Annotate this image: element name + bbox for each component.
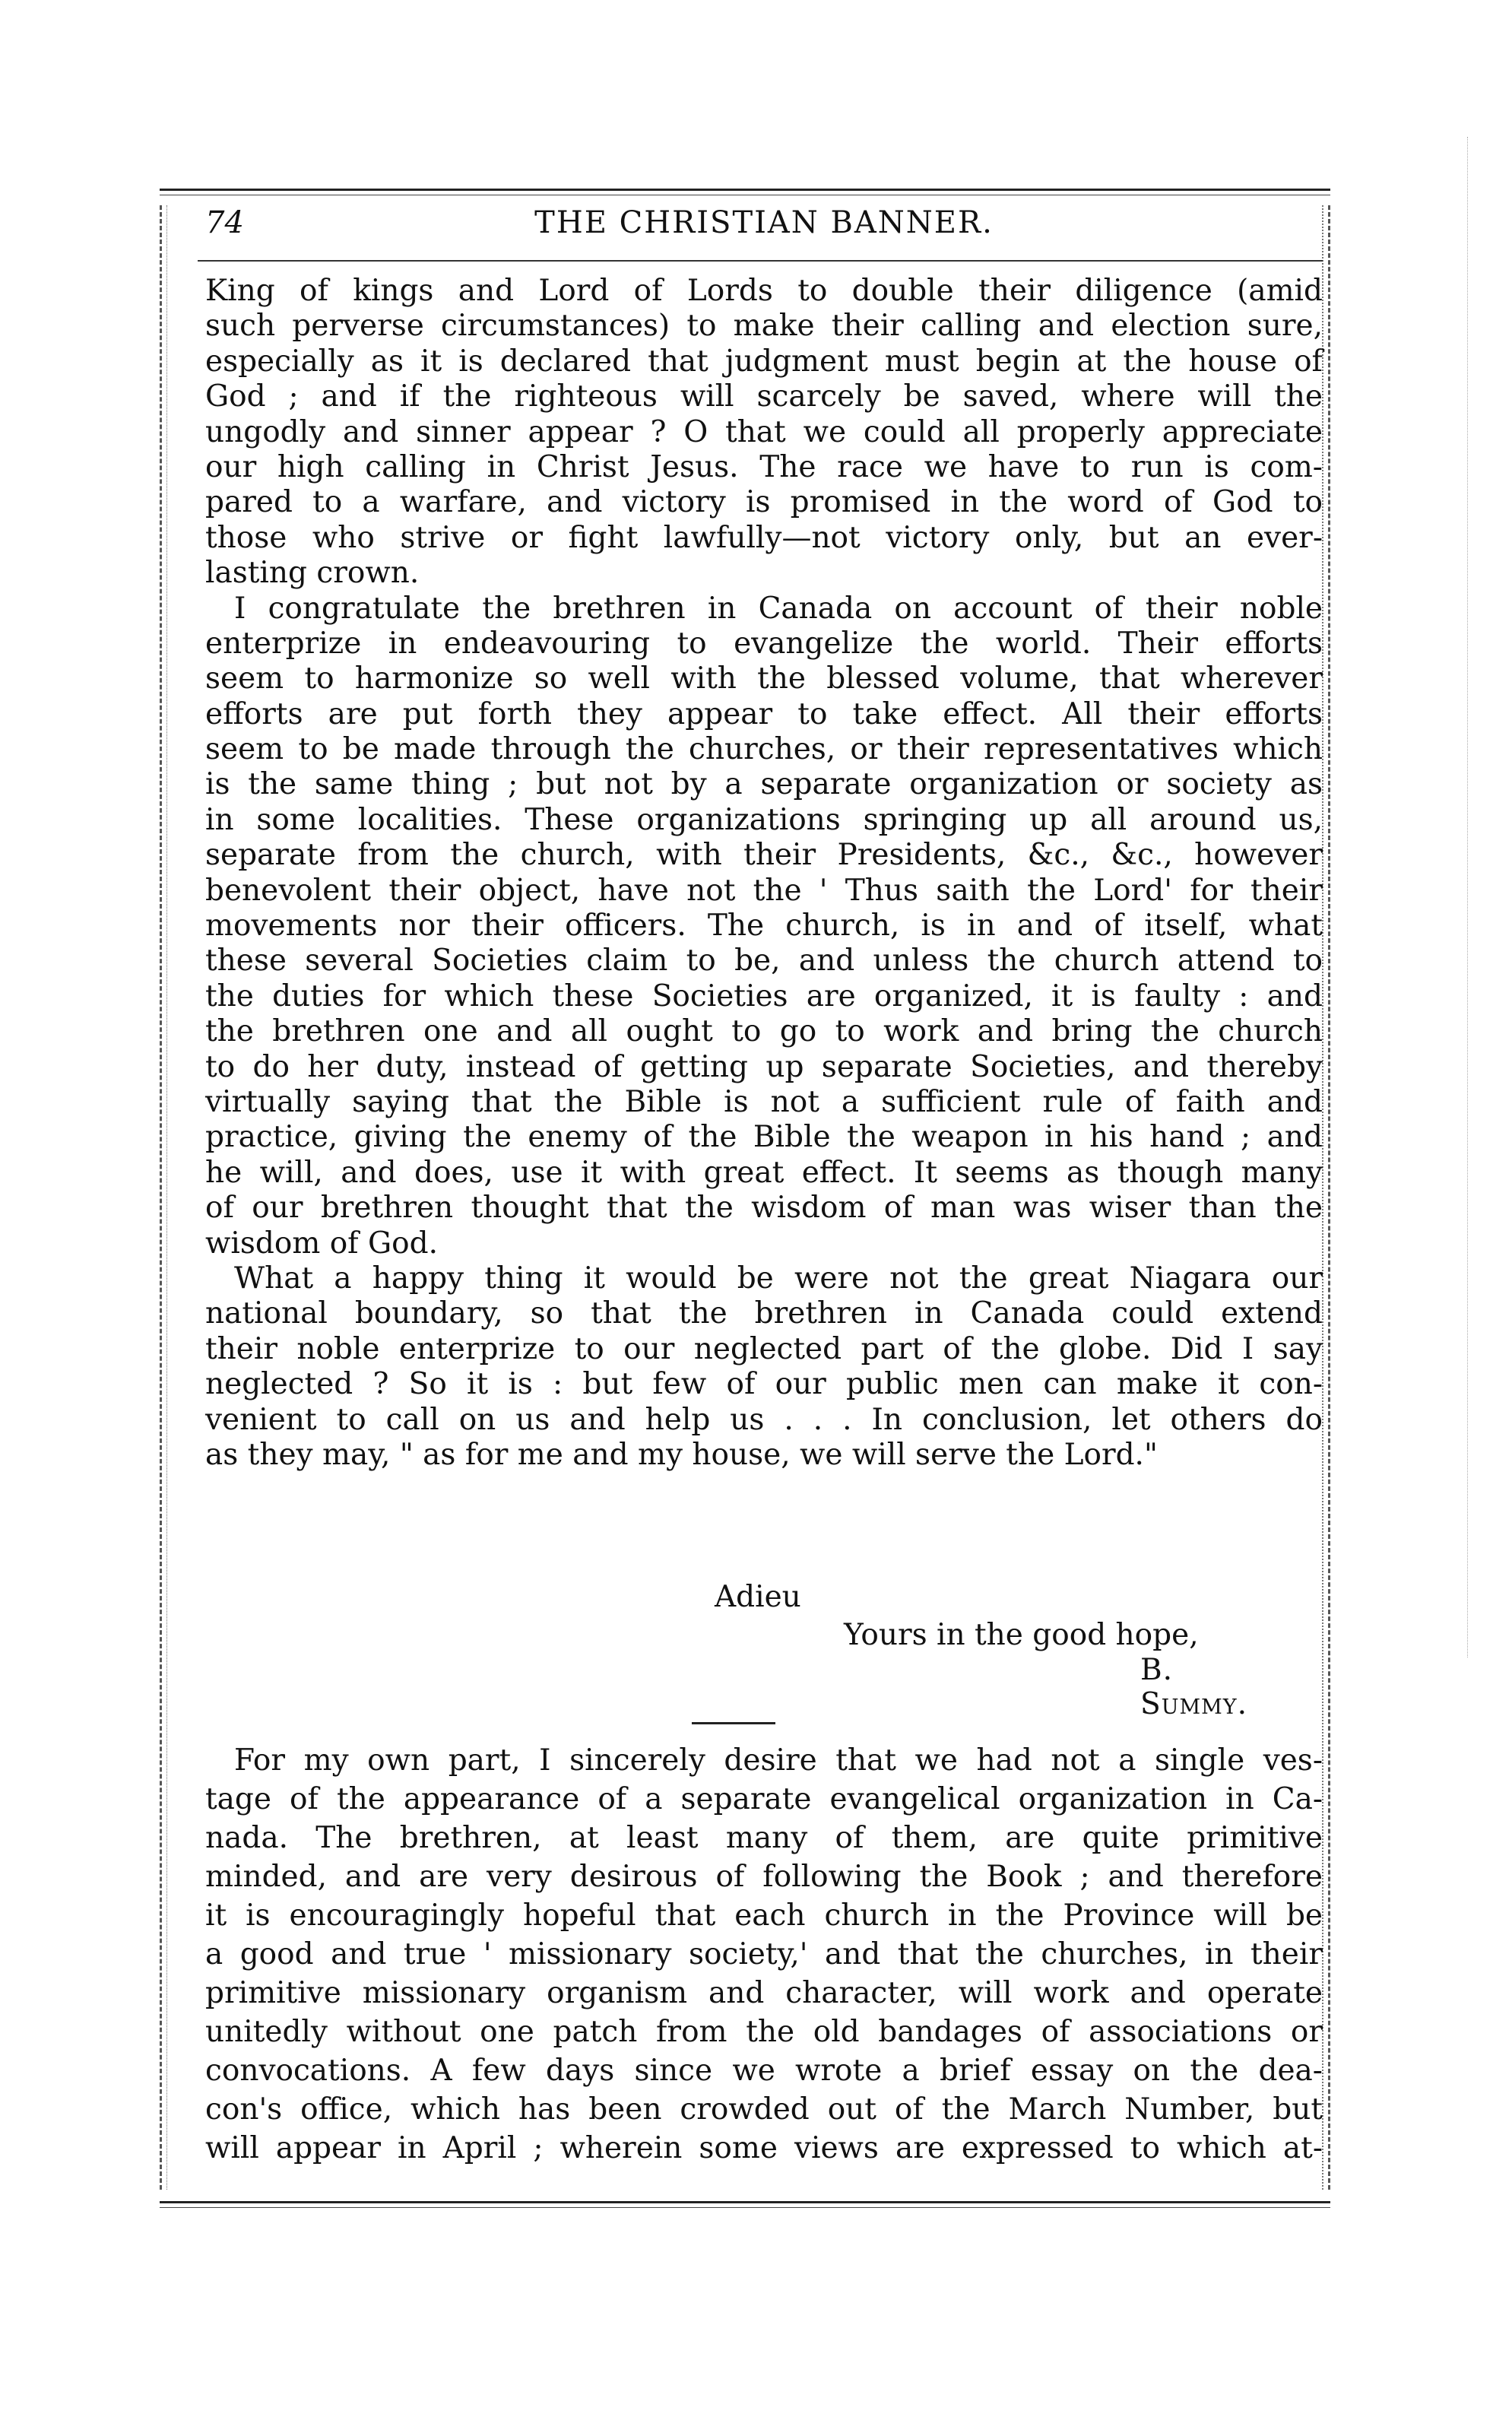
signature-initial: B. [1140, 1653, 1174, 1687]
text-line: movements nor their officers. The church, is in and of itself, what [205, 909, 1323, 944]
text-line: our high calling in Christ Jesus. The race we have to run is com- [205, 449, 1323, 484]
editorial-body [205, 1741, 1323, 2168]
text-line: lasting crown. [205, 556, 420, 591]
text-line: unitedly without one patch from the old bandages of associations or [205, 2015, 1323, 2049]
text-line: those who strive or fight lawfully—not victory only, but an ever- [205, 520, 1323, 555]
adieu: Adieu [715, 1580, 801, 1614]
text-line: separate from the church, with their Presidents, &c., &c., however [205, 838, 1323, 873]
bottom-rule [160, 2201, 1330, 2203]
text-line: What a happy thing it would be were not the great Niagara our [234, 1261, 1323, 1296]
text-line: ungodly and sinner appear ? O that we could all properly appreciate [205, 414, 1323, 449]
text-line: con's office, which has been crowded out of the March Number, but [205, 2092, 1323, 2127]
text-line: their noble enterprize to our neglected part of the globe. Did I say [205, 1331, 1323, 1366]
section-divider [692, 1722, 775, 1724]
text-line: For my own part, I sincerely desire that we had not a single ves- [234, 1743, 1323, 1778]
text-line: seem to harmonize so well with the blessed volume, that wherever [205, 661, 1323, 696]
letter-body [205, 274, 1323, 1473]
text-line: seem to be made through the churches, or their representatives which [205, 732, 1323, 767]
text-line: King of kings and Lord of Lords to double their diligence (amid [205, 274, 1323, 308]
journal-page [160, 175, 1330, 2228]
text-line: I congratulate the brethren in Canada on account of their noble [234, 591, 1323, 626]
right-margin-marks [1467, 137, 1476, 1657]
text-line: as they may, " as for me and my house, we will serve the Lord." [205, 1437, 1158, 1472]
text-line: the brethren one and all ought to go to work and bring the church [205, 1014, 1323, 1049]
signature [1140, 1653, 1277, 1721]
text-line: minded, and are very desirous of following the Book ; and therefore [205, 1860, 1323, 1894]
closing-line: Yours in the good hope, [844, 1618, 1199, 1652]
text-line: especially as it is declared that judgment must begin at the house of [205, 344, 1323, 379]
text-line: national boundary, so that the brethren in Canada could extend [205, 1296, 1323, 1331]
text-line: in some localities. These organizations springing up all around us, [205, 802, 1323, 837]
text-line: will appear in April ; wherein some views are expressed to which at- [205, 2131, 1323, 2165]
text-line: nada. The brethren, at least many of them, are quite primitive [205, 1821, 1323, 1855]
running-title: THE CHRISTIAN BANNER. [534, 205, 994, 240]
text-line: God ; and if the righteous will scarcely be saved, where will the [205, 379, 1323, 414]
page-number: 74 [205, 205, 244, 240]
left-border [160, 205, 167, 2190]
text-line: enterprize in endeavouring to evangelize the world. Their efforts [205, 626, 1323, 661]
text-line: neglected ? So it is : but few of our public men can make it con- [205, 1367, 1323, 1402]
text-line: to do her duty, instead of getting up separate Societies, and thereby [205, 1049, 1323, 1084]
text-line: efforts are put forth they appear to take effect. All their efforts [205, 696, 1323, 731]
text-line: the duties for which these Societies are organized, it is faulty : and [205, 979, 1323, 1013]
text-line: practice, giving the enemy of the Bible the weapon in his hand ; and [205, 1120, 1323, 1155]
text-line: he will, and does, use it with great effect. It seems as though many [205, 1155, 1323, 1190]
top-rule [160, 189, 1330, 191]
text-line: convocations. A few days since we wrote a brief essay on the dea- [205, 2054, 1323, 2088]
text-line: is the same thing ; but not by a separate organization or society as [205, 767, 1323, 802]
page-header [205, 205, 1323, 251]
right-border [1322, 205, 1330, 2190]
text-line: tage of the appearance of a separate evangelical organization in Ca- [205, 1782, 1323, 1816]
header-rule [198, 260, 1323, 262]
text-line: virtually saying that the Bible is not a sufficient rule of faith and [205, 1084, 1323, 1119]
text-line: wisdom of God. [205, 1226, 439, 1261]
text-line: a good and true ' missionary society,' and that the churches, in their [205, 1937, 1323, 1971]
signature-name: Summy. [1140, 1687, 1247, 1721]
text-line: benevolent their object, have not the ' Thus saith the Lord' for their [205, 873, 1323, 908]
text-line: venient to call on us and help us . . . In conclusion, let others do [205, 1402, 1323, 1437]
text-line: pared to a warfare, and victory is promised in the word of God to [205, 485, 1323, 520]
text-line: it is encouragingly hopeful that each church in the Province will be [205, 1898, 1323, 1933]
bottom-rule-thin [160, 2207, 1330, 2208]
text-line: of our brethren thought that the wisdom of man was wiser than the [205, 1191, 1323, 1226]
text-line: primitive missionary organism and character, will work and operate [205, 1976, 1323, 2010]
text-line: such perverse circumstances) to make their calling and election sure, [205, 309, 1323, 344]
text-line: these several Societies claim to be, and unless the church attend to [205, 944, 1323, 979]
